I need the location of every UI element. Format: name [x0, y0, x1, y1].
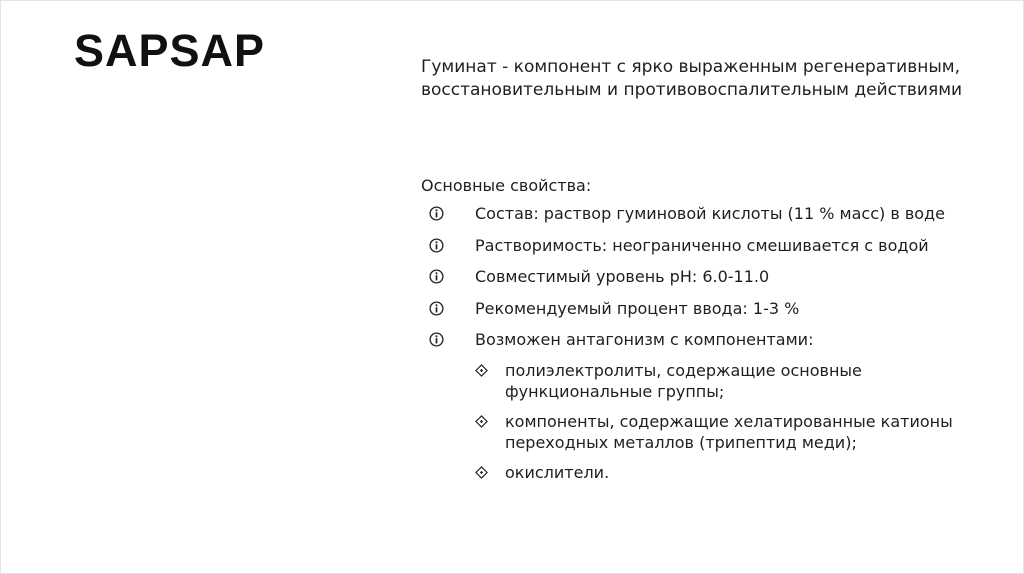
diamond-icon — [475, 415, 488, 428]
antagonist-item — [475, 360, 1005, 402]
property-item — [429, 235, 1009, 257]
brand-logo: SAPSAP — [74, 25, 266, 76]
antagonist-item — [475, 462, 1005, 483]
info-icon — [429, 301, 444, 316]
property-item — [429, 329, 1009, 483]
property-item — [429, 203, 1009, 225]
properties-list — [429, 203, 1009, 493]
info-icon — [429, 332, 444, 347]
antagonist-text: компоненты, содержащие хелатированные катионы переходных металлов (трипептид меди); — [505, 412, 953, 452]
headline: Гуминат - компонент с ярко выраженным регенеративным, восстановительным и противовоспалительным действиями — [421, 57, 963, 100]
property-text: Состав: раствор гуминовой кислоты (11 % масс) в воде — [475, 204, 945, 223]
antagonist-text: полиэлектролиты, содержащие основные функциональные группы; — [505, 361, 862, 401]
property-text: Возможен антагонизм с компонентами: — [475, 330, 814, 349]
property-item — [429, 298, 1009, 320]
diamond-icon — [475, 364, 488, 377]
antagonist-item — [475, 411, 1005, 453]
properties-title: Основные свойства: — [421, 176, 592, 195]
property-text: Рекомендуемый процент ввода: 1-3 % — [475, 298, 800, 318]
info-icon — [429, 238, 444, 253]
info-icon — [429, 269, 444, 284]
antagonist-text: окислители. — [505, 463, 610, 482]
property-text: Растворимость: неограниченно смешивается с водой — [475, 235, 929, 255]
diamond-icon — [475, 466, 488, 479]
property-item — [429, 266, 1009, 288]
antagonists-list — [475, 360, 1005, 483]
info-icon — [429, 206, 444, 221]
property-text: Совместимый уровень pH: 6.0-11.0 — [475, 267, 770, 286]
